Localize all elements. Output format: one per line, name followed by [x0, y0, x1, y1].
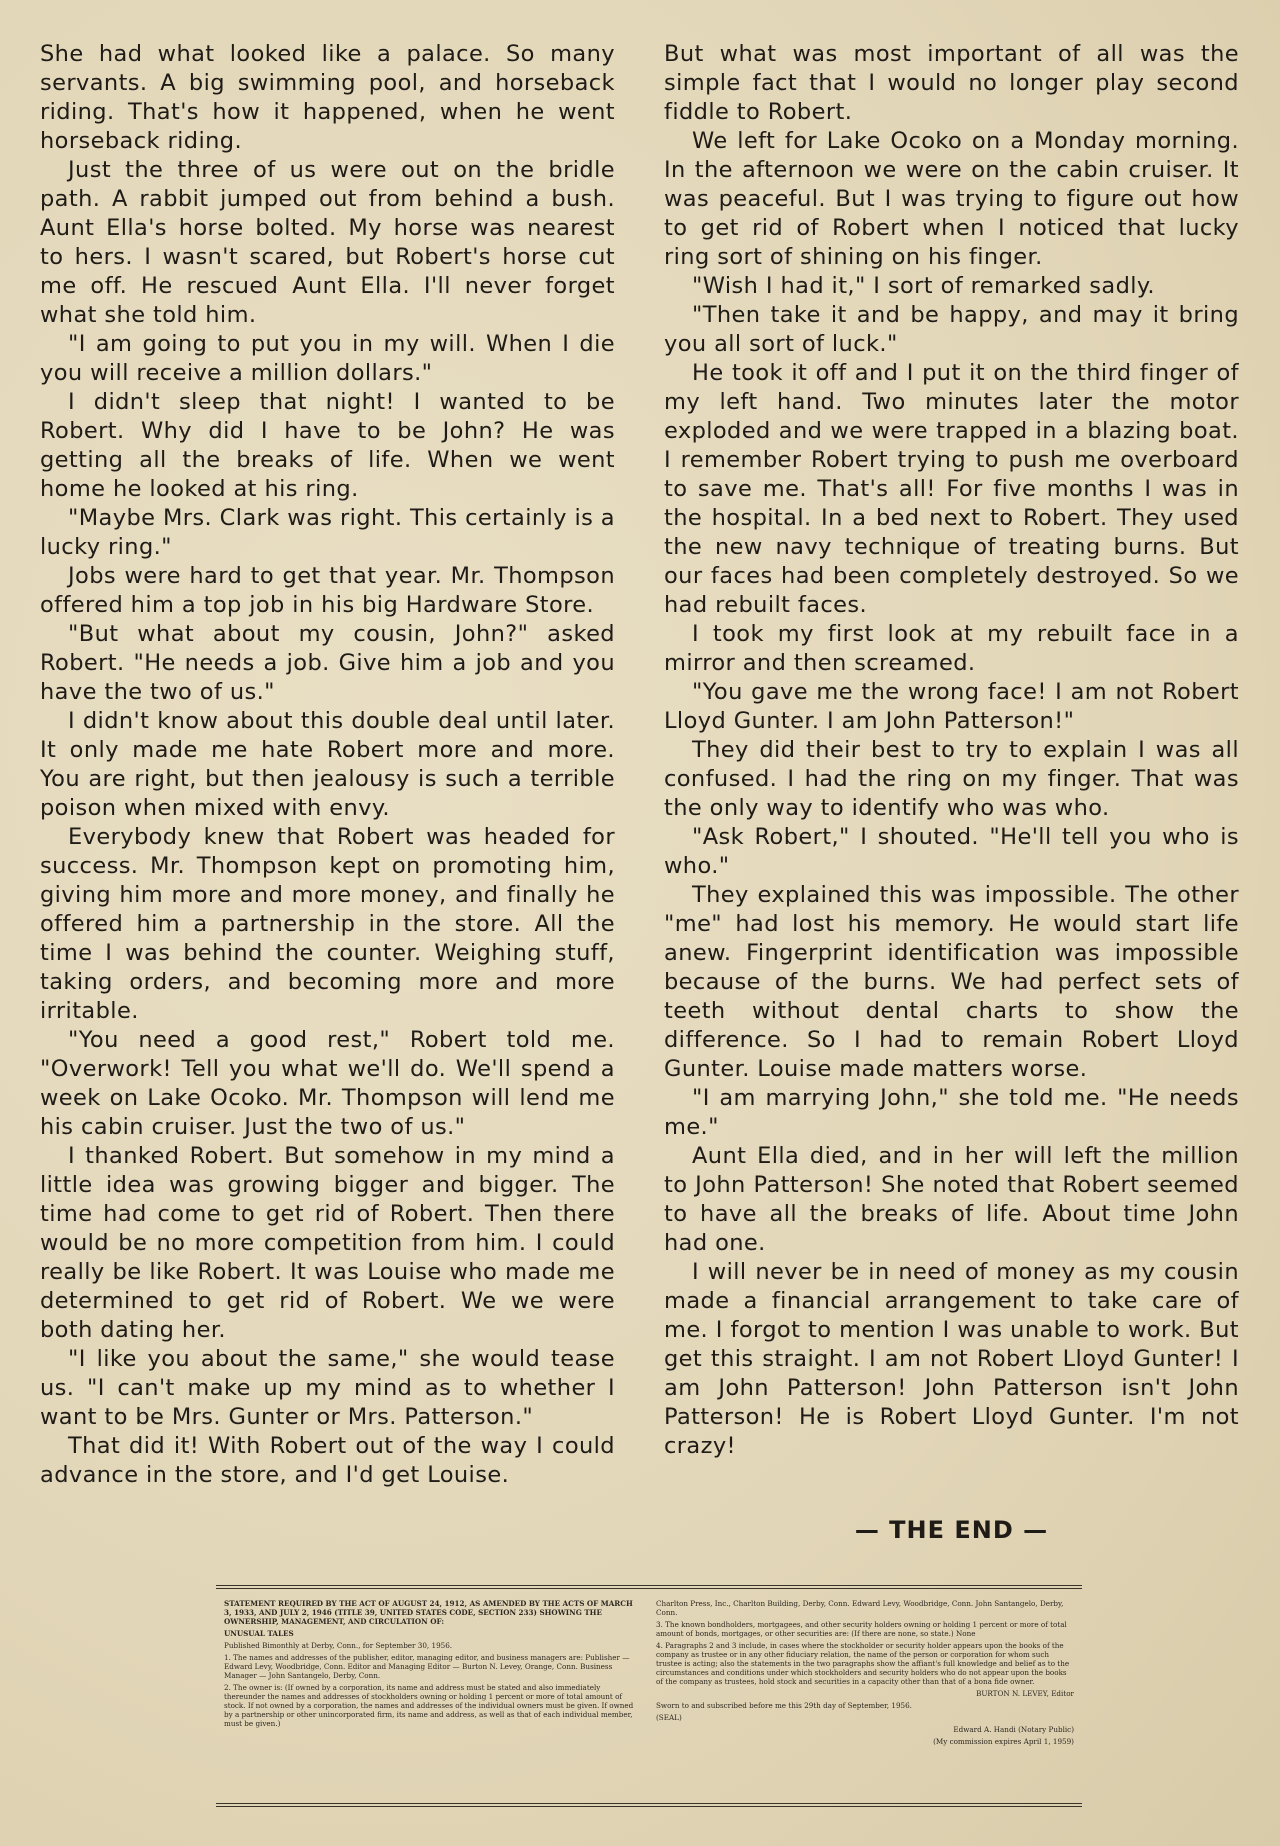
story-paragraph: "I am marrying John," she told me. "He needs me.": [664, 1085, 1239, 1140]
ownership-statement-box: [216, 1585, 1082, 1807]
story-paragraph: "I like you about the same," she would tease us. "I can't make up my mind as to whether I want to be Mrs. Gunter or Mrs. Patterson.": [40, 1346, 615, 1430]
statement-commission: (My commission expires April 1, 1959): [933, 1737, 1074, 1746]
story-paragraph: She had what looked like a palace. So many servants. A big swimming pool, and horseback riding. That's how it happened, when he went horseback riding.: [40, 41, 615, 154]
statement-seal: (SEAL): [656, 1713, 682, 1722]
story-paragraph: I took my first look at my rebuilt face in a mirror and then screamed.: [664, 621, 1239, 676]
statement-text: Charlton Press, Inc., Charlton Building, Derby, Conn. Edward Levy, Woodbridge, Conn. John Santangelo, Derby, Conn.: [656, 1599, 1064, 1617]
statement-text: 4. Paragraphs 2 and 3 include, in cases where the stockholder or security holder appears upon the books of the company as trustee or in any other fiduciary relation, the name of the person or corporation for whom such trustee is acting; also the statements in the two paragraphs show the affiant's full knowledge and belief as to the circumstances and conditions under which stockholders and security holders who do not appear upon the books of the company as trustees, hold stock and securities in a capacity other than that of a bona fide owner.: [656, 1641, 1070, 1686]
statement-text: Published Bimonthly at Derby, Conn., for September 30, 1956.: [224, 1641, 453, 1650]
story-paragraph: "You need a good rest," Robert told me. "Overwork! Tell you what we'll do. We'll spend a week on Lake Ocoko. Mr. Thompson will lend me his cabin cruiser. Just the two of us.": [40, 1027, 615, 1140]
story-paragraph: He took it off and I put it on the third finger of my left hand. Two minutes later the motor exploded and we were trapped in a blazing boat. I remember Robert trying to push me overboard to save me. That's all! For five months I was in the hospital. In a bed next to Robert. They used the new navy technique of treating burns. But our faces had been completely destroyed. So we had rebuilt faces.: [664, 360, 1239, 618]
story-paragraph: "Ask Robert," I shouted. "He'll tell you who is who.": [664, 824, 1239, 879]
statement-text: 3. The known bondholders, mortgagees, and other security holders owning or holding 1 percent or more of total amount of bonds, mortgages, or other securities are: (If there are none, so state.) None: [656, 1620, 1067, 1638]
statement-publication-title: UNUSUAL TALES: [224, 1629, 294, 1638]
statement-heading: STATEMENT REQUIRED BY THE ACT OF AUGUST 24, 1912, AS AMENDED BY THE ACTS OF MARCH 3, 1933, AND JULY 2, 1946 (TITLE 39, UNITED STATES CODE, SECTION 233) SHOWING THE OWNERSHIP, MANAGEMENT, AND CIRCULATION OF:: [224, 1599, 633, 1626]
story-paragraph: Jobs were hard to get that year. Mr. Thompson offered him a top job in his big Hardware Store.: [40, 563, 615, 618]
story-paragraph: "But what about my cousin, John?" asked Robert. "He needs a job. Give him a job and you have the two of us.": [40, 621, 615, 705]
story-paragraph: They explained this was impossible. The other "me" had lost his memory. He would start life anew. Fingerprint identification was impossible because of the burns. We had perfect sets of teeth without dental charts to show the difference. So I had to remain Robert Lloyd Gunter. Louise made matters worse.: [664, 882, 1239, 1082]
story-paragraph: We left for Lake Ocoko on a Monday morning. In the afternoon we were on the cabin cruiser. It was peaceful. But I was trying to figure out how to get rid of Robert when I noticed that lucky ring sort of shining on his finger.: [664, 128, 1239, 270]
story-paragraph: Aunt Ella died, and in her will left the million to John Patterson! She noted that Robert seemed to have all the breaks of life. About time John had one.: [664, 1143, 1239, 1256]
story-paragraph: I didn't sleep that night! I wanted to be Robert. Why did I have to be John? He was getting all the breaks of life. When we went home he looked at his ring.: [40, 389, 615, 502]
statement-column-left: [224, 1599, 642, 1793]
story-paragraph: Everybody knew that Robert was headed for success. Mr. Thompson kept on promoting him, giving him more and more money, and finally he offered him a partnership in the store. All the time I was behind the counter. Weighing stuff, taking orders, and becoming more and more irritable.: [40, 824, 615, 1024]
statement-notary: Edward A. Handi (Notary Public): [953, 1725, 1074, 1734]
story-paragraph: They did their best to try to explain I was all confused. I had the ring on my finger. That was the only way to identify who was who.: [664, 737, 1239, 821]
story-paragraph: "Maybe Mrs. Clark was right. This certainly is a lucky ring.": [40, 505, 615, 560]
story-paragraph: But what was most important of all was the simple fact that I would no longer play second fiddle to Robert.: [664, 41, 1239, 125]
story-paragraph: Just the three of us were out on the bridle path. A rabbit jumped out from behind a bush. Aunt Ella's horse bolted. My horse was nearest to hers. I wasn't scared, but Robert's horse cut me off. He rescued Aunt Ella. I'll never forget what she told him.: [40, 157, 615, 328]
story-column-left: [40, 40, 615, 1490]
statement-text: 1. The names and addresses of the publisher, editor, managing editor, and business managers are: Publisher — Edward Levy, Woodbridge, Conn. Editor and Managing Editor — Burton N. Levey, Orange, Conn. Business Manager — John Santangelo, Derby, Conn.: [224, 1653, 630, 1680]
story-paragraph: "You gave me the wrong face! I am not Robert Lloyd Gunter. I am John Patterson!": [664, 679, 1239, 734]
statement-signature: BURTON N. LEVEY, Editor: [976, 1689, 1074, 1698]
the-end-label: — THE END —: [854, 1516, 1049, 1544]
story-paragraph: That did it! With Robert out of the way I could advance in the store, and I'd get Louise.: [40, 1433, 615, 1488]
story-paragraph: I thanked Robert. But somehow in my mind a little idea was growing bigger and bigger. The time had come to get rid of Robert. Then there would be no more competition from him. I could really be like Robert. It was Louise who made me determined to get rid of Robert. We we were both dating her.: [40, 1143, 615, 1343]
story-column-right: [664, 40, 1239, 1461]
story-paragraph: "Then take it and be happy, and may it bring you all sort of luck.": [664, 302, 1239, 357]
statement-text: 2. The owner is: (If owned by a corporation, its name and address must be stated and also immediately thereunder the names and addresses of stockholders owning or holding 1 percent or more of total amount of stock. If not owned by a corporation, the names and addresses of the individual owners must be given. If owned by a partnership or other unincorporated firm, its name and address, as well as that of each individual member, must be given.): [224, 1683, 634, 1728]
statement-column-right: [656, 1599, 1074, 1793]
story-paragraph: I will never be in need of money as my cousin made a financial arrangement to take care of me. I forgot to mention I was unable to work. But get this straight. I am not Robert Lloyd Gunter! I am John Patterson! John Patterson isn't John Patterson! He is Robert Lloyd Gunter. I'm not crazy!: [664, 1259, 1239, 1459]
story-paragraph: "Wish I had it," I sort of remarked sadly.: [692, 273, 1155, 299]
story-paragraph: "I am going to put you in my will. When I die you will receive a million dollars.": [40, 331, 615, 386]
story-paragraph: I didn't know about this double deal until later. It only made me hate Robert more and more. You are right, but then jealousy is such a terrible poison when mixed with envy.: [40, 708, 615, 821]
statement-text: Sworn to and subscribed before me this 29th day of September, 1956.: [656, 1701, 912, 1710]
